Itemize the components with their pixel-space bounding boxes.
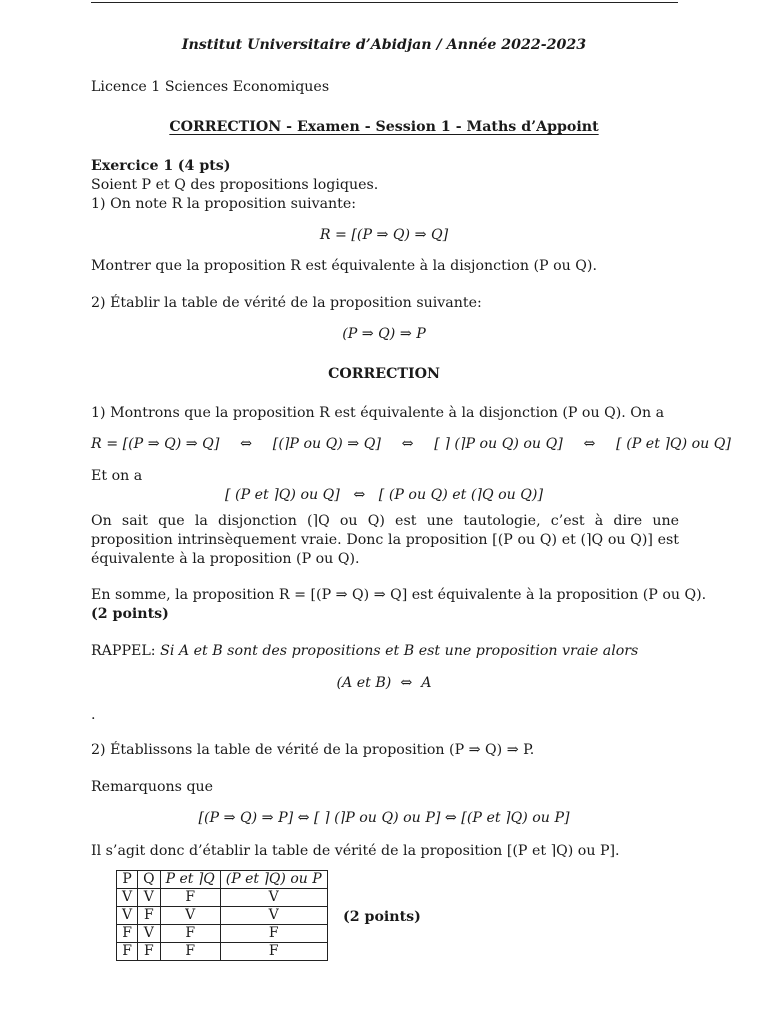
exercise-heading [91, 157, 231, 176]
institution-header: Institut Universitaire d’Abidjan / Année 2022-2023 [181, 37, 587, 53]
table-cell: F [160, 925, 220, 943]
summary-line: En somme, la proposition R = [(P ⇒ Q) ⇒ Q] est équivalente à la proposition (P ou Q). [91, 587, 707, 603]
table-cell: F [220, 925, 327, 943]
chain-term: [ (P et ⌉Q) ou Q] [616, 436, 731, 452]
remark-label: Remarquons que [91, 779, 214, 795]
reminder-text: Si A et B sont des propositions et B est une proposition vraie alors [160, 643, 639, 659]
table-row [117, 925, 328, 943]
remark-formula: [(P ⇒ Q) ⇒ P] ⇔ [ ⌉ (⌉P ou Q) ou P] ⇔ [(P et ⌉Q) ou P] [198, 810, 570, 826]
table-cell: V [117, 889, 138, 907]
table-row [117, 943, 328, 961]
tautology-paragraph: On sait que la disjonction (⌉Q ou Q) est une tautologie, c’est à dire une proposition intrinsèquement vraie. Donc la proposition [(P ou Q) et (⌉Q ou Q)] est équivalente à la proposition (P ou Q). [91, 513, 679, 567]
table-cell: V [138, 925, 160, 943]
table-row [117, 907, 328, 925]
table-header-cell: P [117, 871, 138, 889]
exercise-title: Exercice 1 [91, 158, 174, 174]
table-cell: F [160, 943, 220, 961]
table-cell: F [138, 907, 160, 925]
table-header-row [117, 871, 328, 889]
reminder [91, 642, 638, 661]
question1-formula: R = [(P ⇒ Q) ⇒ Q] [319, 227, 449, 243]
reminder-formula: (A et B) ⇔ A [336, 675, 432, 691]
table-cell: F [117, 925, 138, 943]
chain-term: [ ⌉ (⌉P ou Q) ou Q] [434, 436, 563, 452]
points-part2: (2 points) [343, 909, 421, 925]
truth-table [116, 870, 328, 961]
table-cell: V [160, 907, 220, 925]
exercise-points: (4 pts) [177, 158, 231, 174]
top-rule [91, 2, 678, 3]
points-part1: (2 points) [91, 606, 169, 622]
conclusion-line: Il s’agit donc d’établir la table de vérité de la proposition [(P et ⌉Q) ou P]. [91, 843, 620, 859]
and-we-have: Et on a [91, 468, 143, 484]
equiv-symbol: ⇔ [401, 436, 414, 452]
exam-title-wrap [0, 118, 768, 137]
table-header-cell: Q [138, 871, 160, 889]
exercise-intro: Soient P et Q des propositions logiques. [91, 177, 379, 193]
table-cell: F [160, 889, 220, 907]
correction-heading: CORRECTION [328, 366, 440, 382]
correction-part2-intro: 2) Établissons la table de vérité de la proposition (P ⇒ Q) ⇒ P. [91, 742, 535, 758]
question1-intro: 1) On note R la proposition suivante: [91, 196, 357, 212]
question1-task: Montrer que la proposition R est équivalente à la disjonction (P ou Q). [91, 258, 597, 274]
table-cell: V [117, 907, 138, 925]
table-cell: F [220, 943, 327, 961]
table-cell: V [138, 889, 160, 907]
table-cell: F [138, 943, 160, 961]
table-cell: V [220, 889, 327, 907]
chain-term: [(⌉P ou Q) ⇒ Q] [272, 436, 381, 452]
equiv-symbol: ⇔ [240, 436, 253, 452]
table-header-cell: (P et ⌉Q) ou P [220, 871, 327, 889]
table-row [117, 889, 328, 907]
equivalence-chain [91, 435, 731, 454]
question2-intro: 2) Établir la table de vérité de la proposition suivante: [91, 295, 482, 311]
equiv-symbol: ⇔ [583, 436, 596, 452]
correction-part1-intro: 1) Montrons que la proposition R est équivalente à la disjonction (P ou Q). On a [91, 405, 665, 421]
table-cell: F [117, 943, 138, 961]
chain-term: R = [(P ⇒ Q) ⇒ Q] [91, 436, 220, 452]
table-cell: V [220, 907, 327, 925]
question2-formula: (P ⇒ Q) ⇒ P [342, 326, 426, 342]
table-header-cell: P et ⌉Q [160, 871, 220, 889]
second-equivalence: [ (P et ⌉Q) ou Q] ⇔ [ (P ou Q) et (⌉Q ou Q)] [225, 487, 543, 503]
reminder-label: RAPPEL: [91, 643, 156, 659]
exam-title: CORRECTION - Examen - Session 1 - Maths d’Appoint [169, 119, 599, 135]
stray-dot: . [91, 707, 96, 723]
program-label: Licence 1 Sciences Economiques [91, 79, 330, 95]
